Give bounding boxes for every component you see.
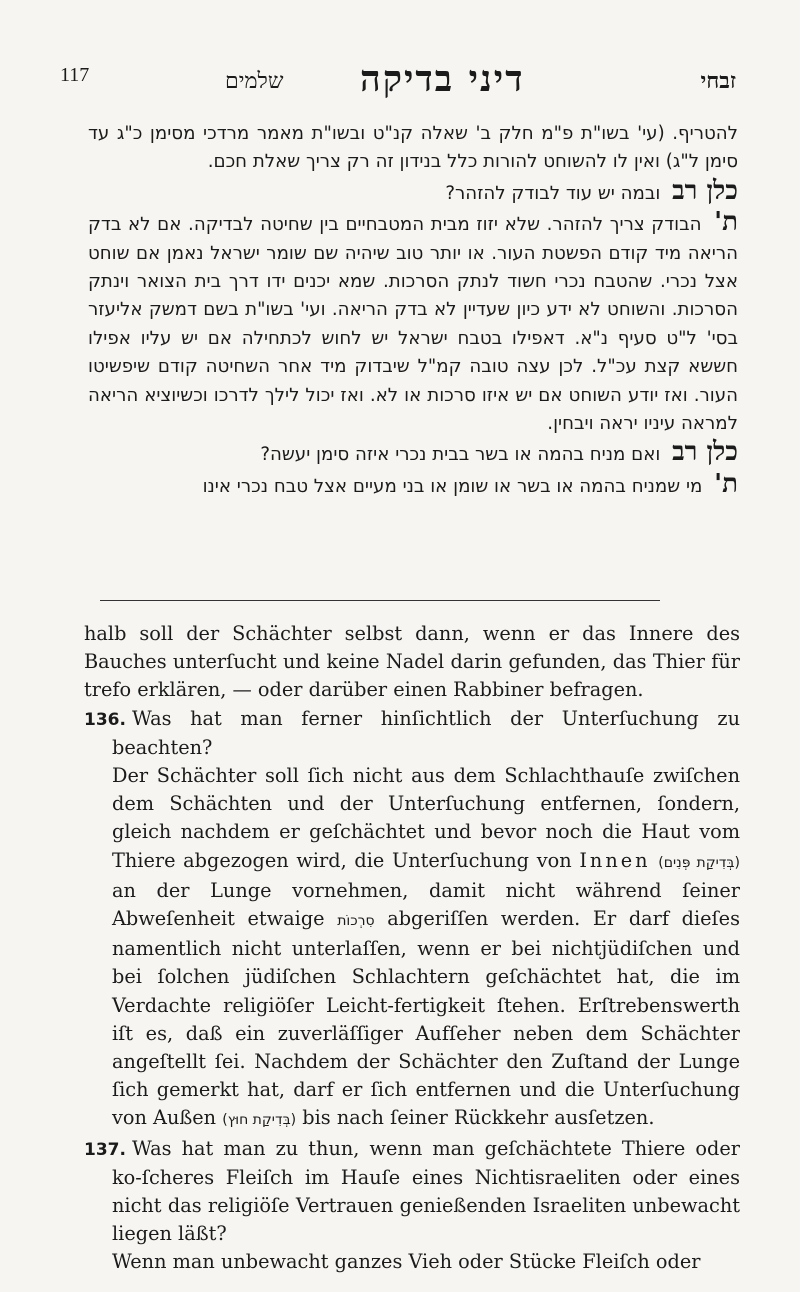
- question-marker: כלן רב: [672, 437, 738, 468]
- answer-137: [84, 1248, 740, 1276]
- question-number: 136.: [84, 709, 126, 730]
- hebrew-text-block: [88, 120, 738, 501]
- hebrew-answer: [88, 208, 738, 438]
- answer-text: Wenn man unbewacht ganzes Vieh oder Stücke Fleiſch oder: [112, 1250, 701, 1274]
- answer-marker: ת': [714, 468, 738, 499]
- section-divider: [100, 600, 660, 601]
- question-136: [84, 705, 740, 762]
- hebrew-term: (בְּדִיקַת פְּנִים): [658, 854, 740, 871]
- question-marker: כלן רב: [672, 175, 738, 206]
- header-left-word: שלמים: [225, 69, 284, 94]
- answer-text: הבודק צריך להזהר. שלא יזוז מבית המטבחיים בין שחיטה לבדיקה. אם לא בדק הריאה מיד קודם הפשטת העור. או יותר טוב שיהיה שם שומר ישראל נאמן אם שוחט אצל נכרי. שהטבח נכרי חשוד לנתק הסרכות. שמא יכנים ידו דרך בית הצואר וינתק הסרכות. והשוחט לא ידע כיון שעדיין לא בדק הריאה. ועי' בשו"ת בשם דמשק אליעזר בסי' ל"ט סעיף נ"א. דאפילו בטבח ישראל יש לחוש לכתחילה אם יש עליו אפילו חששא קצת עכ"ל. לכן עצה טובה קמ"ל שיבדוק מיד אחר השחיטה קודם שיפשיטו העור. ואז יודע השוחט אם יש איזו סרכות או לא. ואז יכול לילך לדרכו וכשיוציא הריאה למראה עיניו יראה ויבחין.: [88, 214, 738, 435]
- question-text: Was hat man zu thun, wenn man geſchächtete Thiere oder ko-ſcheres Fleiſch im Hauſe eines Nichtisraeliten oder eines nicht das religiöſe Vertrauen genießenden Israeliten unbewacht liegen läßt?: [112, 1136, 740, 1246]
- hebrew-paragraph: להטריף. (עי' בשו"ת פ"מ חלק ב' שאלה קנ"ט ובשו"ת מאמר מרדכי מסימן כ"ג עד סימן ל"ג) ואין לו להשוחט להורות כלל בנידון זה רק צריך שאלת חכם.: [88, 123, 738, 173]
- german-text-block: [84, 620, 740, 1277]
- hebrew-question: [88, 438, 738, 469]
- question-text: ואם מניח בהמה או בשר בבית נכרי איזה סימן יעשה?: [260, 444, 661, 466]
- header-right-word: זבחי: [700, 68, 736, 94]
- answer-text: Der Schächter soll ſich nicht aus dem Schlachthauſe zwiſchen dem Schächten und der Unterſuchung entfernen, ſondern, gleich nachdem er geſchächtet und bevor noch die Haut vom Thiere abgezogen wird, die Unterſuchung von: [112, 764, 740, 872]
- german-paragraph: halb soll der Schächter selbst dann, wenn er das Innere des Bauches unterſucht und keine Nadel darin gefunden, das Thier für trefo erklären, — oder darüber einen Rabbiner befragen.: [84, 622, 740, 702]
- question-number: 137.: [84, 1139, 126, 1160]
- emphasized-word: Innen: [579, 848, 651, 872]
- answer-text: an der Lunge vornehmen, damit nicht während ſeiner Abweſenheit etwaige: [112, 878, 740, 931]
- answer-text: מי שמניח בהמה או בשר או שומן או בני מעיים אצל טבח נכרי אינו: [202, 475, 703, 497]
- answer-text: abgeriſſen werden. Er darf dieſes namentlich nicht unterlaſſen, wenn er bei nichtjüdiſchen und bei ſolchen jüdiſchen Schlachtern geſchächtet hat, die im Verdachte religiöſer Leicht-fertigkeit ſtehen. Erſtrebenswerth iſt es, daß ein zuverläſſiger Aufſeher neben dem Schächter angeſtellt ſei. Nachdem der Schächter den Zuſtand der Lunge ſich gemerkt hat, darf er ſich entfernen und die Unterſuchung von Außen: [112, 907, 740, 1130]
- question-137: [84, 1135, 740, 1249]
- hebrew-term: סִרְכוֹת: [337, 913, 375, 930]
- question-text: ובמה יש עוד לבודק להזהר?: [445, 182, 661, 204]
- hebrew-answer: [88, 470, 738, 501]
- answer-marker: ת': [714, 207, 738, 238]
- answer-text: bis nach ſeiner Rückkehr ausſetzen.: [302, 1106, 655, 1130]
- hebrew-question: [88, 177, 738, 208]
- question-text: Was hat man ferner hinſichtlich der Unterſuchung zu beachten?: [112, 706, 740, 759]
- hebrew-term: (בְּדִיקַת חוּץ): [222, 1112, 297, 1129]
- answer-136: [84, 762, 740, 1135]
- running-header: [60, 58, 740, 106]
- header-title: דיני בדיקה: [360, 58, 525, 100]
- page-number: 117: [60, 64, 90, 86]
